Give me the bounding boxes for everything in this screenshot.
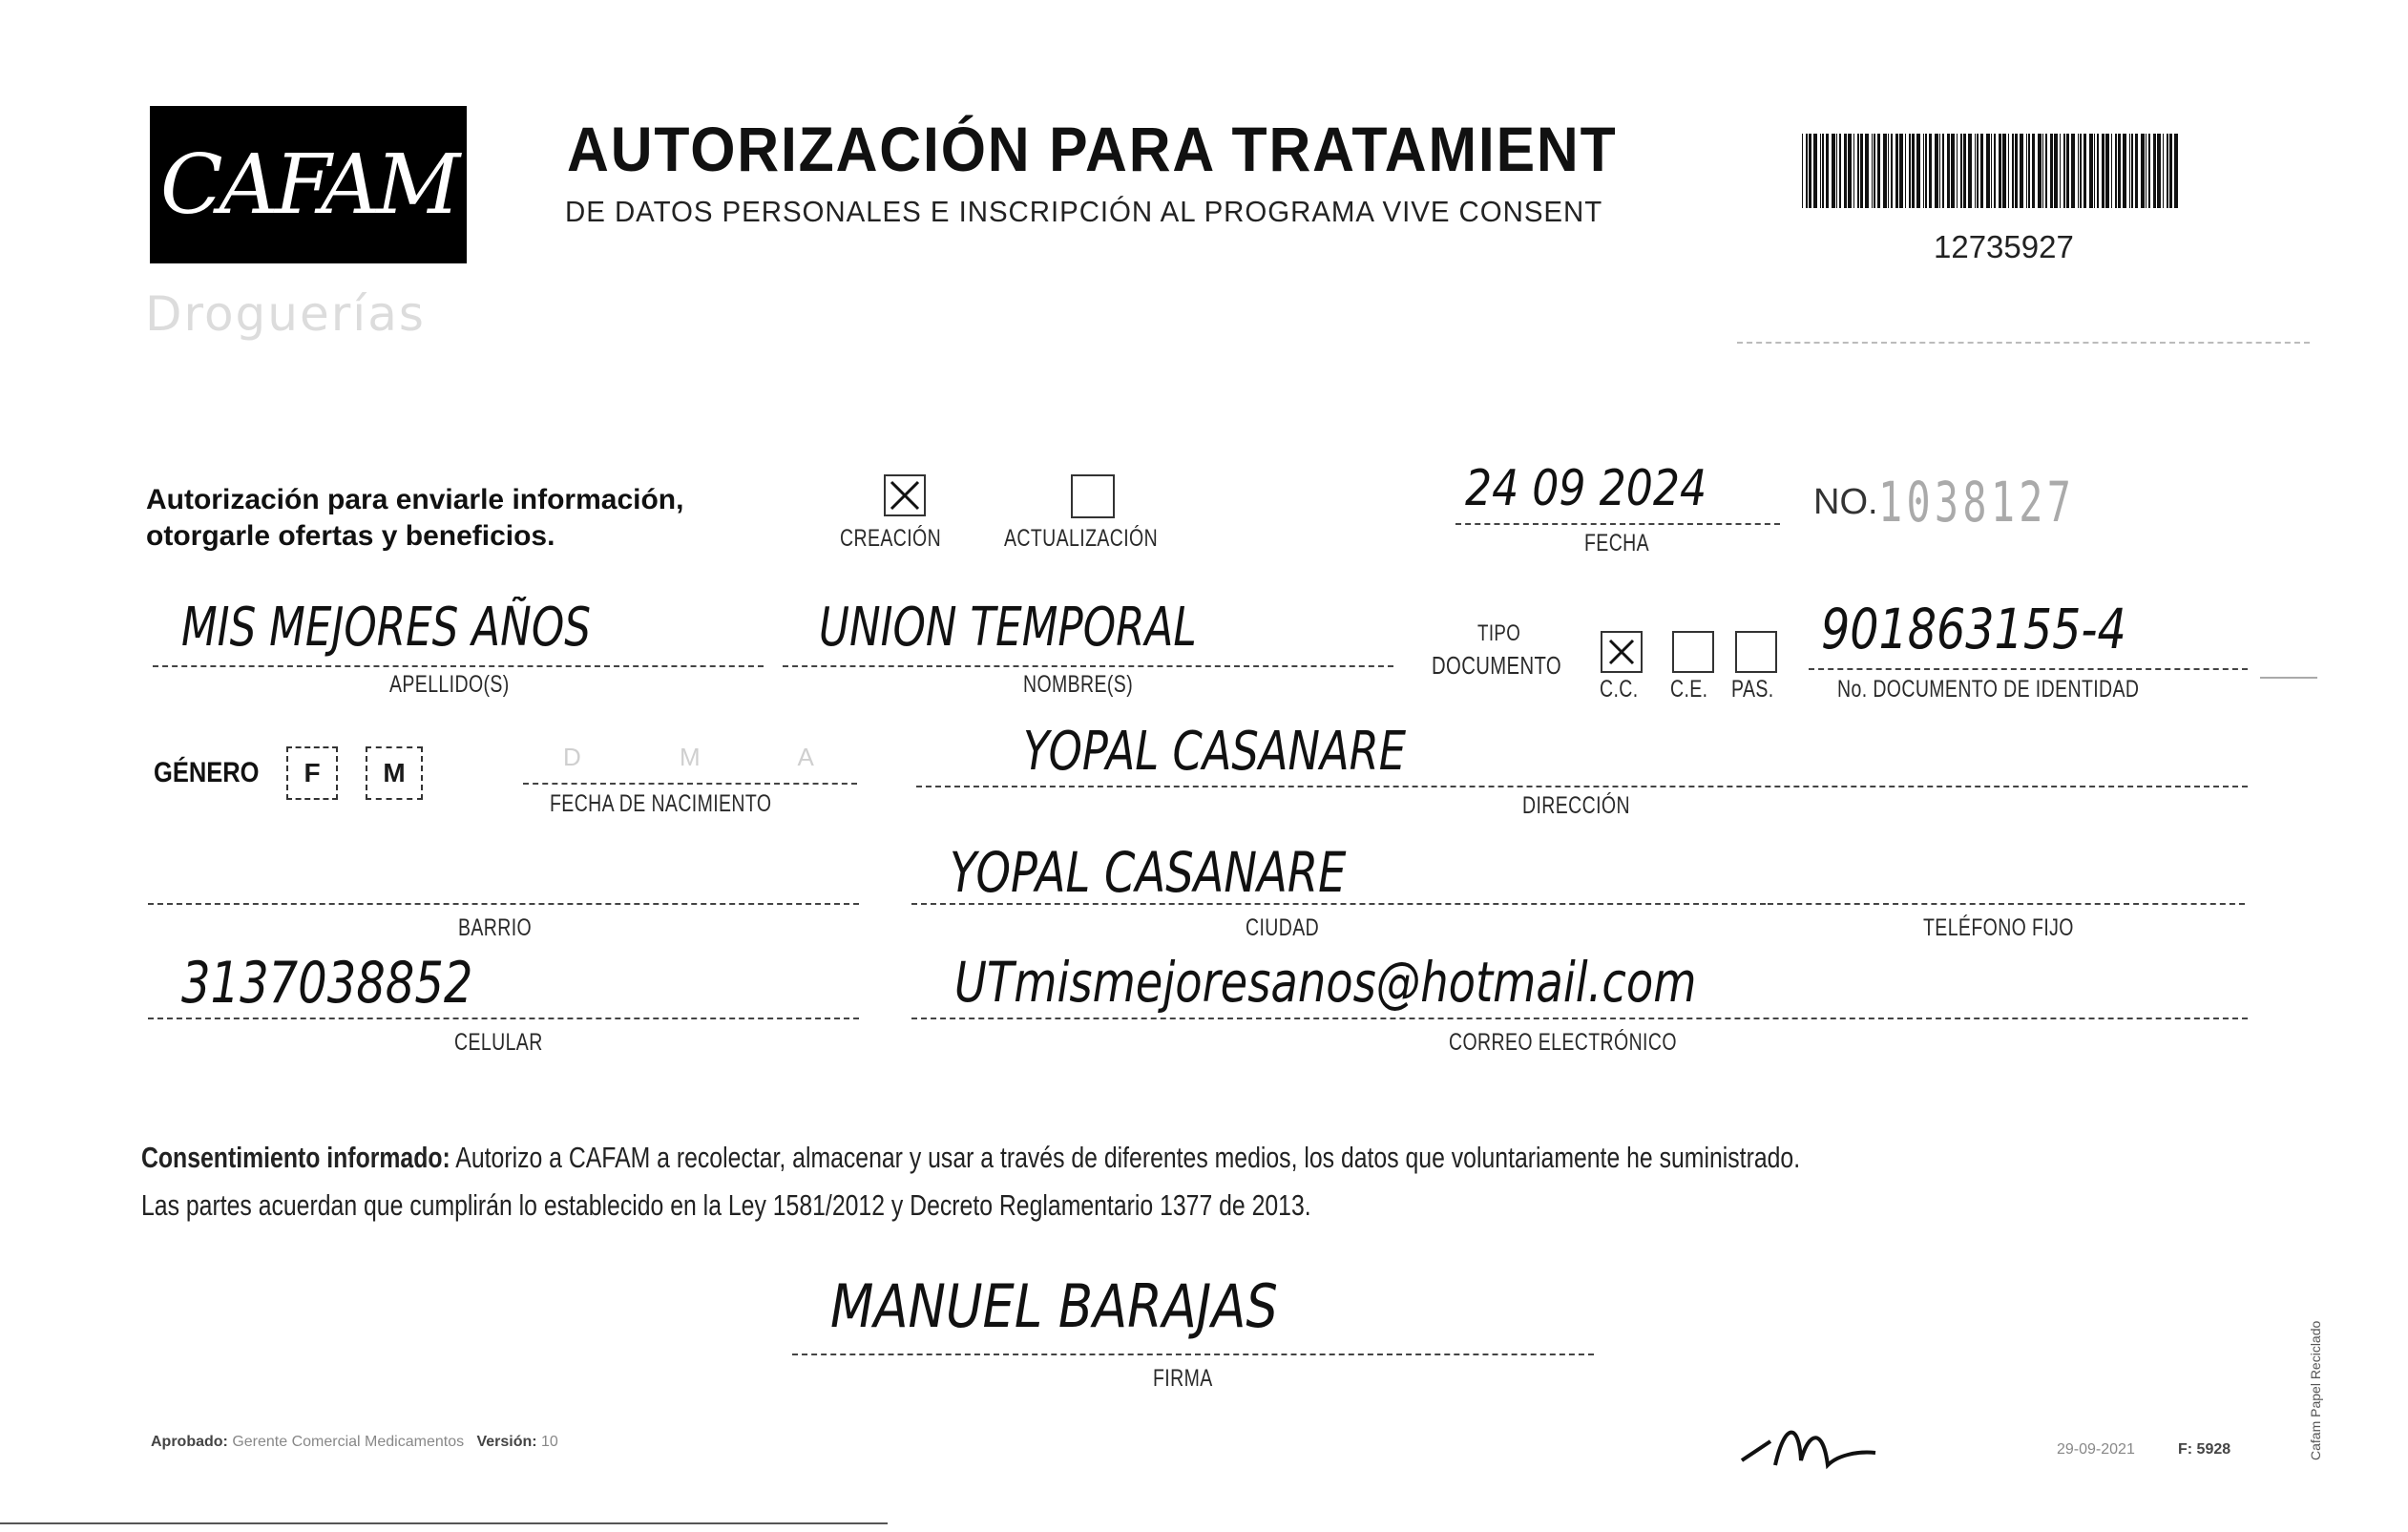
date-value[interactable]: 24 09 2024 bbox=[1465, 460, 1707, 517]
number-label: NO. bbox=[1813, 482, 1878, 522]
genero-f-label: F bbox=[304, 758, 321, 787]
barcode-bar bbox=[2131, 134, 2133, 208]
barcode-bar bbox=[1963, 134, 1966, 208]
barcode-bar bbox=[1802, 134, 1803, 208]
barcode-bar bbox=[1977, 134, 1979, 208]
direccion-value[interactable]: YOPAL CASANARE bbox=[1023, 721, 1407, 783]
documento-line bbox=[1809, 668, 2248, 670]
barcode-bar bbox=[1951, 134, 1955, 208]
aprobado-value: Gerente Comercial Medicamentos bbox=[232, 1434, 465, 1450]
barcode-bar bbox=[2032, 134, 2035, 208]
barcode-bar bbox=[2102, 134, 2104, 208]
form-title-text: AUTORIZACIÓN PARA TRATAMIENT bbox=[567, 114, 1618, 184]
barcode-bar bbox=[2060, 134, 2061, 208]
apellidos-label: APELLIDO(S) bbox=[389, 671, 510, 698]
barcode-bar bbox=[1994, 134, 1996, 208]
nacimiento-placeholder: D M A bbox=[563, 743, 860, 771]
direccion-line bbox=[916, 786, 2248, 787]
date-line bbox=[1455, 523, 1780, 525]
genero-m-label: M bbox=[383, 758, 406, 787]
aprobado-label: Aprobado: bbox=[151, 1434, 228, 1450]
barcode-bar bbox=[2123, 134, 2126, 208]
doc-ce-checkbox[interactable] bbox=[1672, 631, 1714, 673]
barcode-bar bbox=[1957, 134, 1958, 208]
barcode-bar bbox=[2042, 134, 2043, 208]
documento-value[interactable]: 901863155-4 bbox=[1821, 597, 2126, 661]
ciudad-value[interactable]: YOPAL CASANARE bbox=[950, 840, 1347, 905]
barcode-bar bbox=[1909, 134, 1911, 208]
barcode-bar bbox=[1820, 134, 1821, 208]
consent-line-1 bbox=[141, 1134, 1800, 1182]
consent-lead: Consentimiento informado: bbox=[141, 1141, 450, 1174]
barcode-bar bbox=[2089, 134, 2093, 208]
barcode-bar bbox=[1916, 134, 1920, 208]
cafam-logo bbox=[150, 106, 467, 263]
barcode-bar bbox=[2078, 134, 2079, 208]
barcode-bar bbox=[2026, 134, 2027, 208]
barcode-bar bbox=[2129, 134, 2130, 208]
nacimiento-line bbox=[523, 783, 857, 785]
barcode-bar bbox=[1860, 134, 1863, 208]
doc-cc-label: C.C. bbox=[1600, 676, 1639, 703]
barcode-bar bbox=[2167, 134, 2168, 208]
genero-f-option[interactable] bbox=[286, 746, 338, 800]
barcode-bar bbox=[1947, 134, 1950, 208]
authorization-intro bbox=[146, 482, 683, 555]
tipo-label-2: DOCUMENTO bbox=[1432, 651, 1562, 680]
date-label: FECHA bbox=[1584, 530, 1650, 556]
barcode-bar bbox=[2063, 134, 2065, 208]
barcode-bar bbox=[2115, 134, 2117, 208]
form-code: F: 5928 bbox=[2178, 1441, 2231, 1458]
barcode-bar bbox=[1836, 134, 1837, 208]
form-subtitle-text: DE DATOS PERSONALES E INSCRIPCIÓN AL PROGRAMA VIVE CONSENT bbox=[565, 195, 1603, 228]
barcode-icon bbox=[1800, 134, 2182, 208]
barcode-bar bbox=[2045, 134, 2047, 208]
barcode-bar bbox=[2083, 134, 2086, 208]
barcode-bar bbox=[1809, 134, 1811, 208]
barcode-bar bbox=[2153, 134, 2156, 208]
update-checkbox[interactable] bbox=[1071, 474, 1115, 518]
celular-label: CELULAR bbox=[454, 1029, 543, 1056]
barcode-bar bbox=[2118, 134, 2121, 208]
barcode-bar bbox=[1960, 134, 1962, 208]
barcode-bar bbox=[1857, 134, 1859, 208]
side-recycled-text: Cafam Papel Reciclado bbox=[2308, 1320, 2323, 1460]
barcode-bar bbox=[2163, 134, 2164, 208]
correo-label: CORREO ELECTRÓNICO bbox=[1449, 1029, 1677, 1056]
barcode-bar bbox=[2054, 134, 2058, 208]
barcode-bar bbox=[2028, 134, 2030, 208]
barcode-bar bbox=[2141, 134, 2145, 208]
doc-pas-checkbox[interactable] bbox=[1735, 631, 1777, 673]
celular-value[interactable]: 3137038852 bbox=[181, 950, 473, 1017]
barrio-label: BARRIO bbox=[458, 914, 533, 941]
barcode-bar bbox=[1888, 134, 1889, 208]
barcode-bar bbox=[2050, 134, 2053, 208]
signature-label: FIRMA bbox=[1153, 1365, 1213, 1392]
logo-text: CAFAM bbox=[159, 136, 457, 233]
intro-line-1: Autorización para enviarle información, bbox=[146, 484, 684, 515]
direccion-label: DIRECCIÓN bbox=[1522, 792, 1630, 819]
barcode-bar bbox=[1923, 134, 1924, 208]
barcode-number: 12735927 bbox=[1934, 229, 2074, 264]
barcode-bar bbox=[1848, 134, 1852, 208]
barcode-bar bbox=[1832, 134, 1835, 208]
barcode-bar bbox=[1975, 134, 1976, 208]
consent-line-1-rest: Autorizo a CAFAM a recolectar, almacenar y usar a través de diferentes medios, los datos que voluntariamente he suministrado. bbox=[450, 1141, 1801, 1174]
barcode-bar bbox=[1929, 134, 1932, 208]
nombres-label: NOMBRE(S) bbox=[1023, 671, 1134, 698]
barcode-bar bbox=[2097, 134, 2099, 208]
nombres-value[interactable]: UNION TEMPORAL bbox=[819, 597, 1197, 659]
barcode-bar bbox=[1999, 134, 2001, 208]
barcode-bar bbox=[1839, 134, 1841, 208]
initials-mark bbox=[1732, 1413, 1885, 1480]
barcode-bar bbox=[1883, 134, 1887, 208]
barcode-bar bbox=[1925, 134, 1927, 208]
barcode-bar bbox=[2066, 134, 2069, 208]
barcode-bar bbox=[1986, 134, 1990, 208]
form-title bbox=[567, 113, 1708, 185]
barcode-bar bbox=[2111, 134, 2112, 208]
doc-pas-label: PAS. bbox=[1731, 676, 1774, 703]
barcode-bar bbox=[1877, 134, 1880, 208]
celular-line bbox=[148, 1018, 859, 1019]
barcode-bar bbox=[1874, 134, 1875, 208]
barcode-bar bbox=[2071, 134, 2075, 208]
consent-text bbox=[141, 1134, 2215, 1229]
barcode-bar bbox=[1895, 134, 1898, 208]
barcode-bar bbox=[2148, 134, 2150, 208]
doc-cc-checkbox[interactable] bbox=[1601, 631, 1643, 673]
bottom-edge-line bbox=[0, 1522, 888, 1524]
correo-value[interactable]: UTmismejoresanos@hotmail.com bbox=[954, 950, 1697, 1015]
update-label: ACTUALIZACIÓN bbox=[1004, 525, 1159, 552]
date-code: 29-09-2021 bbox=[2057, 1441, 2135, 1458]
creation-label: CREACIÓN bbox=[840, 525, 942, 552]
barcode-bar bbox=[2174, 134, 2178, 208]
barcode-bar bbox=[1826, 134, 1829, 208]
documento-label: No. DOCUMENTO DE IDENTIDAD bbox=[1837, 676, 2140, 703]
barcode-bar bbox=[1905, 134, 1906, 208]
genero-label: GÉNERO bbox=[154, 757, 260, 788]
barcode-bar bbox=[2008, 134, 2009, 208]
barcode-bar bbox=[2020, 134, 2023, 208]
barcode-bar bbox=[1891, 134, 1893, 208]
correo-line bbox=[911, 1018, 2248, 1019]
check-x-icon bbox=[886, 476, 924, 514]
barcode-bar bbox=[1912, 134, 1915, 208]
consent-line-2: Las partes acuerdan que cumplirán lo establecido en la Ley 1581/2012 y Decreto Reglamentario 1377 de 2013. bbox=[141, 1188, 1311, 1222]
barcode-bar bbox=[2169, 134, 2172, 208]
apellidos-value[interactable]: MIS MEJORES AÑOS bbox=[181, 597, 591, 659]
barcode-bar bbox=[1853, 134, 1854, 208]
telefono-label: TELÉFONO FIJO bbox=[1923, 914, 2074, 941]
barcode-bar bbox=[1899, 134, 1903, 208]
barcode-bar bbox=[2094, 134, 2095, 208]
version-value: 10 bbox=[541, 1434, 558, 1450]
margin-mark bbox=[2260, 677, 2317, 679]
barcode-bar bbox=[2012, 134, 2014, 208]
barcode-bar bbox=[1813, 134, 1817, 208]
barcode-bar bbox=[1942, 134, 1944, 208]
creation-checkbox[interactable] bbox=[884, 474, 926, 516]
header-divider bbox=[1737, 342, 2310, 344]
sublogo-text: Droguerías bbox=[145, 286, 426, 342]
check-x-icon bbox=[1602, 633, 1641, 671]
barcode-bar bbox=[1991, 134, 1992, 208]
form-subtitle bbox=[565, 195, 1657, 229]
barcode-bar bbox=[2135, 134, 2138, 208]
form-number: 1038127 bbox=[1878, 470, 2076, 535]
doc-ce-label: C.E. bbox=[1670, 676, 1708, 703]
barrio-line bbox=[148, 903, 859, 905]
barcode-bar bbox=[1935, 134, 1938, 208]
genero-m-option[interactable] bbox=[366, 746, 423, 800]
telefono-line bbox=[1768, 903, 2245, 905]
barcode-bar bbox=[2002, 134, 2006, 208]
barcode-bar bbox=[1806, 134, 1808, 208]
barcode-bar bbox=[1872, 134, 1873, 208]
barcode-bar bbox=[1844, 134, 1847, 208]
version-label: Versión: bbox=[476, 1434, 537, 1450]
signature-value[interactable]: MANUEL BARAJAS bbox=[830, 1271, 1278, 1341]
barcode-bar bbox=[1939, 134, 1940, 208]
barcode-bar bbox=[2038, 134, 2042, 208]
intro-line-2: otorgarle ofertas y beneficios. bbox=[146, 520, 555, 552]
nacimiento-label: FECHA DE NACIMIENTO bbox=[550, 790, 772, 817]
signature-line bbox=[792, 1354, 1594, 1355]
barcode-bar bbox=[1865, 134, 1869, 208]
barcode-bar bbox=[2105, 134, 2109, 208]
tipo-label-1: TIPO bbox=[1477, 620, 1521, 646]
ciudad-label: CIUDAD bbox=[1246, 914, 1320, 941]
aprobado-info bbox=[151, 1434, 558, 1451]
barcode-bar bbox=[1822, 134, 1824, 208]
barcode-bar bbox=[1980, 134, 1983, 208]
barcode-bar bbox=[1968, 134, 1972, 208]
barcode-bar bbox=[2080, 134, 2082, 208]
apellidos-line bbox=[153, 665, 764, 667]
nombres-line bbox=[783, 665, 1393, 667]
barcode-bar bbox=[2015, 134, 2018, 208]
barcode-bar bbox=[2157, 134, 2161, 208]
ciudad-line bbox=[911, 903, 1766, 905]
